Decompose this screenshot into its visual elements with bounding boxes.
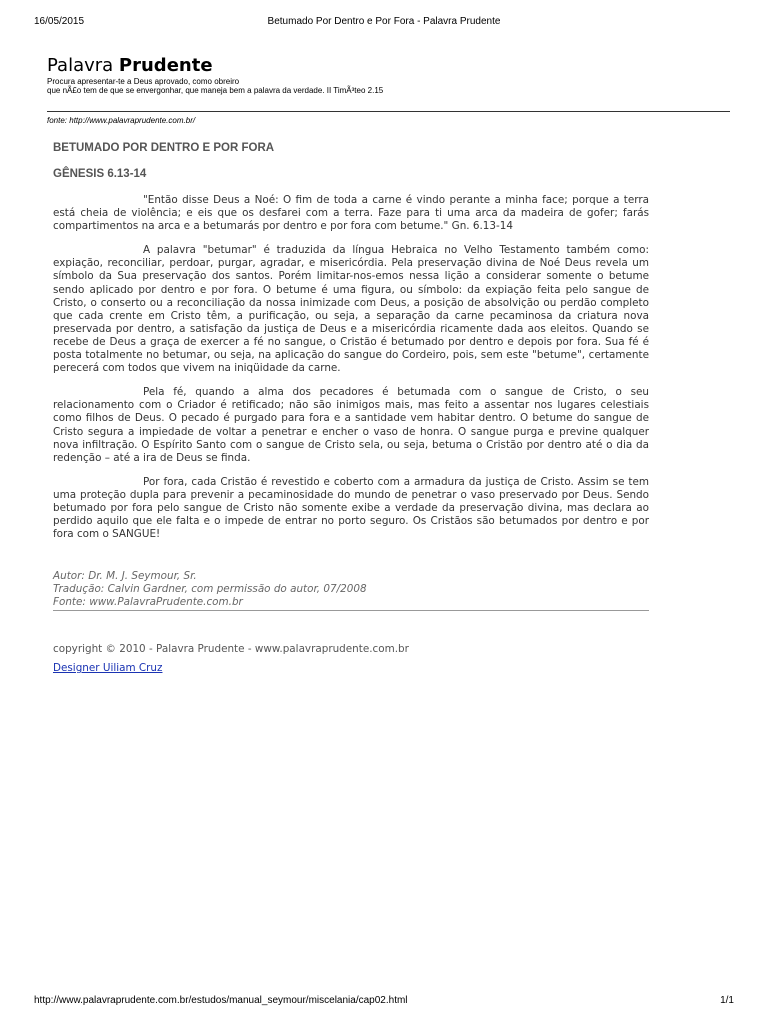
print-date: 16/05/2015 [34,16,85,27]
author-credit: Autor: Dr. M. J. Seymour, Sr. [53,570,197,582]
print-page-number: 1/1 [720,995,734,1006]
tagline-line2: que nÃ£o tem de que se envergonhar, que maneja bem a palavra da verdade. II TimÃ³teo 2.15 [47,86,384,95]
site-header [47,56,737,95]
print-header [34,16,734,30]
source-url: fonte: http://www.palavraprudente.com.br/ [47,116,196,125]
source-credit: Fonte: www.PalavraPrudente.com.br [53,596,243,608]
designer-link[interactable]: Designer Uiliam Cruz [53,662,163,674]
tagline-line1: Procura apresentar-te a Deus aprovado, como obreiro [47,77,240,86]
translation-credit: Tradução: Calvin Gardner, com permissão do autor, 07/2008 [53,583,367,595]
article-title: BETUMADO POR DENTRO E POR FORA [53,142,275,154]
print-url: http://www.palavraprudente.com.br/estudos/manual_seymour/miscelania/cap02.html [34,995,408,1006]
print-footer [34,995,734,1009]
article [53,142,649,541]
site-footer [53,643,649,675]
site-tagline [47,77,737,95]
article-paragraph: Pela fé, quando a alma dos pecadores é betumada com o sangue de Cristo, o seu relacionamento com o Criador é retificado; não são inimigos mais, mas feito a assentar nos lugares celestiais como filhos de Deus. O pecado é purgado para fora e a santidade vem habitar dentro. O betume do sangue de Cristo segura a impiedade de voltar a penetrar e encher o vaso de honra. O sangue purga e previne qualquer nova infiltração. O Espírito Santo com o sangue de Cristo sela, ou seja, betuma o Cristão por dentro até o dia da redenção – até a ira de Deus se finda. [53,386,649,464]
article-paragraph: "Então disse Deus a Noé: O fim de toda a carne é vindo perante a minha face; porque a terra está cheia de violência; e eis que os desfarei com a terra. Faze para ti uma arca da madeira de gofer; farás compartimentos na arca e a betumarás por dentro e por fora com betume." Gn. 6.13-14 [53,194,649,233]
copyright-text: copyright © 2010 - Palavra Prudente - www.palavraprudente.com.br [53,643,409,655]
print-page-title: Betumado Por Dentro e Por Fora - Palavra Prudente [267,16,501,27]
header-divider [47,111,730,112]
site-name-part1: Palavra [47,55,119,76]
article-credits [53,570,649,609]
site-logo-text [47,56,737,76]
site-name-part2: Prudente [118,55,213,76]
footer-divider [53,610,649,611]
scripture-reference: GÊNESIS 6.13-14 [53,168,147,180]
article-paragraph: A palavra "betumar" é traduzida da língua Hebraica no Velho Testamento também como: expiação, reconciliar, perdoar, purgar, agradar, e misericórdia. Pela preservação divina de Noé Deus revela um símbolo da Sua preservação dos santos. Porém limitar-nos-emos nessa lição a considerar somente o betume sendo aplicado por dentro e por fora. O betume é uma figura, ou símbolo: da expiação feita pelo sangue de Cristo, o conserto ou a reconciliação da nossa inimizade com Deus, a posição de absolvição ou perdão completo que cada crente em Cristo têm, a purificação, ou seja, a separação da carne pecaminosa da criatura nova preservada por dentro, a satisfação da justiça de Deus e a misericórdia ricamente dada aos eleitos. Quando se recebe de Deus a graça de exercer a fé no sangue, o Cristão é betumado por dentro e depois por fora. Sua fé é posta totalmente no betumar, ou seja, na aplicação do sangue do Cordeiro, pois, sem este "betume", certamente perecerá com todos que vivem na iniqüidade da carne. [53,244,649,375]
article-paragraph: Por fora, cada Cristão é revestido e coberto com a armadura da justiça de Cristo. Assim se tem uma proteção dupla para prevenir a pecaminosidade do mundo de penetrar o vaso preservado por Deus. Sendo betumado por fora pelo sangue de Cristo não somente exibe a verdade da preservação divina, mas declara ao perdido aquilo que ele falta e o impede de entrar no porto seguro. Os Cristãos são betumados por dentro e por fora com o SANGUE! [53,475,649,541]
